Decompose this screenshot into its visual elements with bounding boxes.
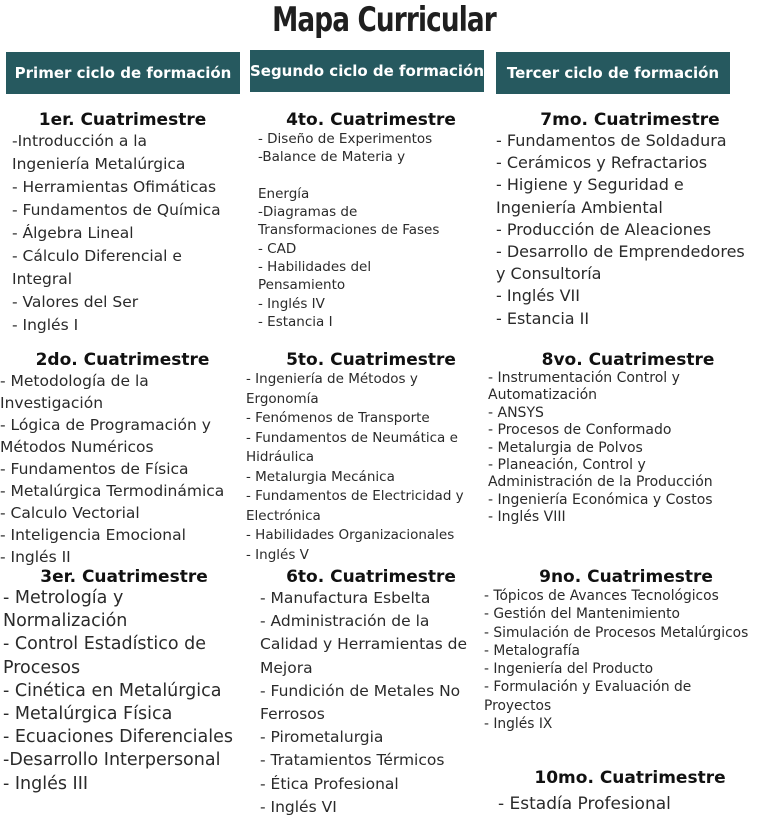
subject-item: Automatización	[488, 387, 598, 404]
subject-item: - Tratamientos Térmicos	[260, 751, 445, 770]
subject-item: Electrónica	[246, 507, 321, 524]
subject-item: -Introducción a la	[12, 132, 148, 150]
subject-item: - Producción de Aleaciones	[496, 219, 712, 239]
subject-item: y Consultoría	[496, 264, 602, 284]
cuatrimestre-title: 2do. Cuatrimestre	[35, 350, 210, 370]
cuatrimestre-10	[492, 768, 768, 816]
subject-list	[492, 130, 768, 330]
subject-item: - Ética Profesional	[260, 774, 399, 793]
cuatrimestre-title: 1er. Cuatrimestre	[38, 110, 207, 130]
cuatrimestre-1	[0, 110, 245, 337]
subject-item: - Cinética en Metalúrgica	[3, 680, 222, 701]
subject-list	[484, 587, 768, 733]
page-title: Mapa Curricular	[272, 0, 496, 40]
subject-item: Pensamiento	[258, 277, 346, 294]
subject-list	[492, 792, 768, 816]
subject-item: - Habilidades del	[258, 259, 372, 276]
cuatrimestre-title: 8vo. Cuatrimestre	[541, 350, 715, 370]
cuatrimestre-title: 10mo. Cuatrimestre	[534, 768, 726, 788]
cuatrimestre-3	[0, 567, 248, 796]
subject-item: Mejora	[260, 658, 313, 677]
subject-item: - Habilidades Organizacionales	[246, 527, 455, 543]
subject-item: - Pirometalurgia	[260, 728, 384, 747]
cuatrimestre-8	[488, 350, 768, 527]
subject-item: - Ingeniería de Métodos y	[246, 371, 418, 387]
subject-list	[246, 130, 496, 331]
subject-item: Proyectos	[484, 697, 552, 714]
subject-item: -Diagramas de	[258, 204, 358, 221]
subject-item: - Cerámicos y Refractarios	[496, 153, 708, 173]
subject-item: Investigación	[0, 394, 104, 412]
subject-item: - CAD	[258, 240, 297, 257]
subject-item: - Fundición de Metales No	[260, 681, 461, 700]
subject-item: - Fundamentos de Química	[12, 201, 221, 219]
subject-list	[246, 587, 496, 819]
subject-item: - Inteligencia Emocional	[0, 526, 186, 544]
cuatrimestre-title: 7mo. Cuatrimestre	[540, 110, 720, 130]
subject-item: - Herramientas Ofimáticas	[12, 178, 217, 196]
subject-item: - Inglés IV	[258, 295, 325, 312]
cuatrimestre-title: 9no. Cuatrimestre	[539, 567, 713, 587]
subject-item: -Desarrollo Interpersonal	[3, 750, 221, 771]
subject-item: - Lógica de Programación y	[0, 416, 211, 434]
subject-item: Métodos Numéricos	[0, 438, 154, 456]
subject-item: Ingeniería Ambiental	[496, 197, 663, 217]
subject-item: Hidráulica	[246, 449, 315, 465]
subject-item: - Cálculo Diferencial e	[12, 247, 182, 265]
subject-item: Ingeniería Metalúrgica	[12, 155, 186, 173]
cuatrimestre-5	[246, 350, 496, 565]
subject-item: - Inglés III	[3, 773, 89, 794]
subject-item: - Inglés V	[246, 546, 309, 563]
subject-item: - Metalografía	[484, 642, 580, 659]
subject-item: - Inglés VI	[260, 797, 337, 816]
header-segundo-ciclo: Segundo ciclo de formación	[250, 50, 484, 92]
subject-item: - Gestión del Mantenimiento	[484, 606, 680, 623]
subject-item: - Higiene y Seguridad e	[496, 175, 684, 195]
cuatrimestre-title: 6to. Cuatrimestre	[286, 567, 456, 587]
subject-item: - Manufactura Esbelta	[260, 589, 431, 607]
subject-item: - Fundamentos de Electricidad y	[246, 488, 464, 504]
subject-item: Normalización	[3, 611, 128, 632]
subject-item: - Metalúrgica Física	[3, 704, 173, 725]
subject-item: - Calculo Vectorial	[0, 504, 140, 522]
subject-item: Administración de la Producción	[488, 474, 713, 491]
subject-item: - Metodología de la	[0, 372, 149, 390]
subject-item: Ferrosos	[260, 705, 325, 724]
subject-item	[258, 167, 496, 185]
subject-item: - Ingeniería Económica y Costos	[488, 491, 713, 508]
subject-item: - Álgebra Lineal	[12, 224, 134, 242]
subject-item: Integral	[12, 270, 73, 288]
subject-item: - Desarrollo de Emprendedores	[496, 242, 745, 262]
subject-item: - Inglés VIII	[488, 509, 566, 526]
subject-item: - Inglés II	[0, 548, 71, 566]
cuatrimestre-6	[246, 567, 496, 819]
subject-item: - Estancia I	[258, 313, 333, 330]
subject-item: - Metalurgia de Polvos	[488, 439, 643, 456]
subject-item: - Metrología y	[3, 588, 124, 608]
cuatrimestre-title: 4to. Cuatrimestre	[286, 110, 456, 130]
header-tercer-ciclo: Tercer ciclo de formación	[496, 52, 730, 94]
subject-item: - Fundamentos de Neumática e	[246, 429, 458, 446]
subject-item: - Inglés VII	[496, 286, 580, 306]
subject-item: - Metalurgia Mecánica	[246, 468, 395, 485]
subject-list	[488, 370, 768, 527]
subject-list	[0, 130, 245, 337]
subject-item: - Tópicos de Avances Tecnológicos	[484, 588, 719, 604]
subject-item: - Inglés I	[12, 316, 79, 334]
subject-item: - Procesos de Conformado	[488, 422, 672, 439]
subject-item: - Fundamentos de Soldadura	[496, 131, 727, 150]
subject-item: - Diseño de Experimentos	[258, 131, 433, 147]
subject-item: - Control Estadístico de	[3, 634, 207, 655]
subject-item: Transformaciones de Fases	[258, 222, 440, 239]
cuatrimestre-9	[484, 567, 768, 733]
subject-item: - Administración de la	[260, 612, 430, 631]
subject-item: - Metalúrgica Termodinámica	[0, 482, 225, 500]
subject-item: - Ecuaciones Diferenciales	[3, 727, 233, 748]
subject-item: - Estancia II	[496, 308, 590, 328]
subject-item: - Simulación de Procesos Metalúrgicos	[484, 624, 749, 641]
subject-item: - Formulación y Evaluación de	[484, 679, 692, 696]
subject-item: - Planeación, Control y	[488, 457, 646, 474]
subject-item: - Estadía Profesional	[498, 794, 671, 814]
cuatrimestre-title: 3er. Cuatrimestre	[40, 567, 208, 587]
subject-item: - Ingeniería del Producto	[484, 661, 654, 678]
cuatrimestre-4	[246, 110, 496, 331]
subject-item: - Instrumentación Control y	[488, 370, 680, 386]
subject-item: Energía	[258, 185, 310, 202]
subject-item: Calidad y Herramientas de	[260, 635, 468, 654]
cuatrimestre-title: 5to. Cuatrimestre	[286, 350, 456, 370]
subject-item: - ANSYS	[488, 404, 544, 421]
subject-item: -Balance de Materia y	[258, 149, 406, 166]
subject-list	[0, 587, 248, 796]
subject-item: - Fundamentos de Física	[0, 460, 189, 478]
subject-item: - Inglés IX	[484, 716, 553, 733]
subject-item: Procesos	[3, 657, 81, 678]
subject-item: - Fenómenos de Transporte	[246, 410, 430, 426]
subject-item: - Valores del Ser	[12, 293, 139, 311]
subject-list	[0, 370, 245, 568]
cuatrimestre-7	[492, 110, 768, 330]
cuatrimestre-2	[0, 350, 245, 568]
subject-item: Ergonomía	[246, 390, 319, 407]
subject-list	[246, 370, 496, 565]
header-primer-ciclo: Primer ciclo de formación	[6, 52, 240, 94]
